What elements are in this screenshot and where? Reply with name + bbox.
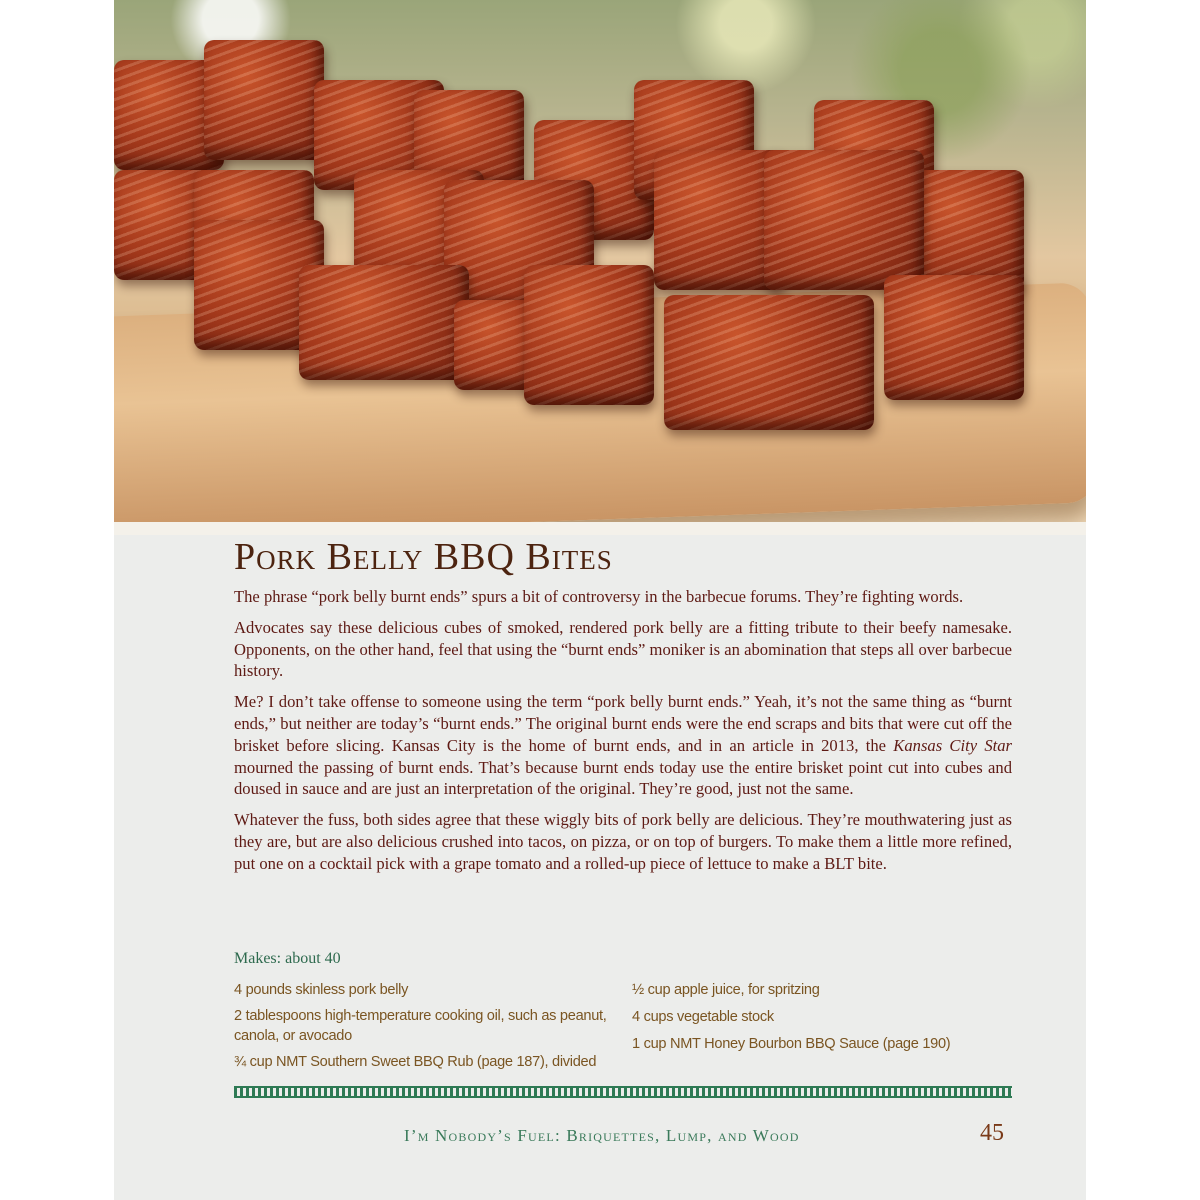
ingredient-item: 4 pounds skinless pork belly (234, 982, 409, 998)
pork-cube (914, 170, 1024, 290)
publication-name: Kansas City Star (893, 735, 1012, 755)
paragraph-text: mourned the passing of burnt ends. That’s because burnt ends today use the entire brisket point cut into cubes and doused in sauce and are just an interpretation of the original. They’re good, just not the same. (234, 757, 1012, 799)
chapter-running-head: I’m Nobody’s Fuel: Briquettes, Lump, and Wood (404, 1126, 800, 1145)
ingredient-item: 2 tablespoons high-temperature cooking oil, such as peanut, canola, or avocado (234, 1008, 607, 1044)
ingredient-item: ½ cup apple juice, for spritzing (632, 982, 820, 998)
pork-belly-photo (114, 0, 1086, 535)
pork-cube (204, 40, 324, 160)
intro-paragraph: The phrase “pork belly burnt ends” spurs a bit of controversy in the barbecue forums. They’re fighting words. (234, 587, 964, 606)
cookbook-page (114, 0, 1086, 1200)
intro-paragraph: Whatever the fuss, both sides agree that these wiggly bits of pork belly are delicious. They’re mouthwatering just as they are, but are also delicious crushed into tacos, on pizza, or on top of burgers. To make them a little more refined, put one on a cocktail pick with a grape tomato and a rolled-up piece of lettuce to make a BLT bite. (234, 810, 1012, 873)
paragraph-text: Me? I don’t take offense to someone using the term “pork belly burnt ends.” Yeah, it’s not the same thing as “burnt ends,” but neither are today’s “burnt ends.” The original burnt ends were the end scraps and bits that were cut off the brisket before slicing. Kansas City is the home of burnt ends, and in an article in 2013, the (234, 692, 1012, 755)
ingredient-item: 4 cups vegetable stock (632, 1009, 774, 1025)
decorative-divider (234, 1086, 1012, 1098)
pork-cube (299, 265, 469, 380)
ingredients-column-right (632, 980, 1012, 1061)
pork-cube (884, 275, 1024, 400)
recipe-title: Pork Belly BBQ Bites (234, 536, 613, 578)
ingredient-item: ¾ cup NMT Southern Sweet BBQ Rub (page 187), divided (234, 1054, 597, 1070)
ingredient-item: 1 cup NMT Honey Bourbon BBQ Sauce (page 190) (632, 1036, 951, 1052)
yield-label: Makes: about 40 (234, 950, 341, 967)
pork-cube (664, 295, 874, 430)
page-number: 45 (980, 1120, 1004, 1146)
intro-paragraph (234, 691, 1012, 800)
pork-cube (764, 150, 924, 290)
ingredients-column-left (234, 980, 614, 1078)
photo-bottom-border (114, 522, 1086, 535)
intro-paragraph: Advocates say these delicious cubes of smoked, rendered pork belly are a fitting tribute to their beefy namesake. Opponents, on the other hand, feel that using the “burnt ends” moniker is an abomination that steps all over barbecue history. (234, 617, 1012, 681)
pork-cube (524, 265, 654, 405)
recipe-intro (234, 586, 1012, 884)
